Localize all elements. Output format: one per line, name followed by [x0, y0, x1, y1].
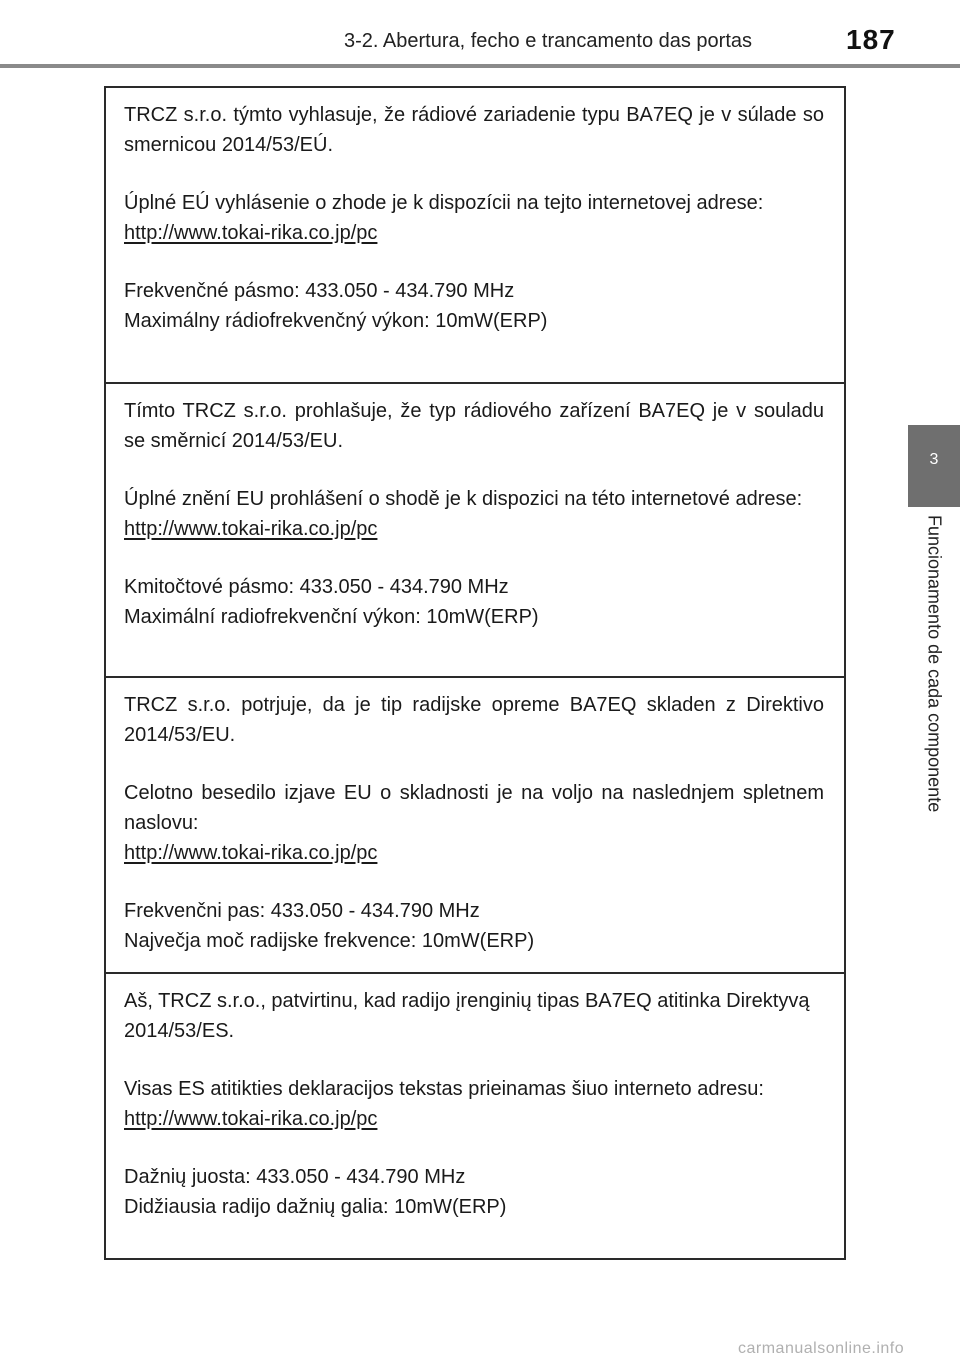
declaration-power: Maximální radiofrekvenční výkon: 10mW(ERP): [124, 606, 539, 628]
page-number: 187: [846, 24, 896, 55]
declaration-power: Maximálny rádiofrekvenčný výkon: 10mW(ERP): [124, 310, 548, 332]
declaration-frequency: Kmitočtové pásmo: 433.050 - 434.790 MHz: [124, 576, 509, 598]
declaration-url-link[interactable]: http://www.tokai-rika.co.jp/pc: [124, 842, 378, 864]
declaration-block-cs: [106, 384, 844, 678]
footer-watermark: carmanualsonline.info: [738, 1340, 905, 1357]
declaration-full-text-intro: Celotno besedilo izjave EU o skladnosti je na voljo na naslednjem spletnem naslovu:: [124, 782, 824, 834]
declaration-power: Didžiausia radijo dažnių galia: 10mW(ERP): [124, 1196, 507, 1218]
declaration-table: [104, 86, 846, 1260]
declaration-statement: TRCZ s.r.o. týmto vyhlasuje, že rádiové zariadenie typu BA7EQ je v súlade so smernicou 2014/53/EÚ.: [124, 104, 824, 156]
chapter-tab: [908, 425, 960, 507]
chapter-number: 3: [929, 451, 939, 468]
chapter-label: Funcionamento de cada componente: [924, 515, 945, 813]
declaration-statement: Tímto TRCZ s.r.o. prohlašuje, že typ rádiového zařízení BA7EQ je v souladu se směrnicí 2014/53/EU.: [124, 400, 824, 452]
declaration-statement: TRCZ s.r.o. potrjuje, da je tip radijske opreme BA7EQ skladen z Direktivo 2014/53/EU.: [124, 694, 824, 746]
declaration-full-text-intro: Úplné EÚ vyhlásenie o zhode je k dispozícii na tejto internetovej adrese:: [124, 192, 764, 214]
declaration-full-text-intro: Visas ES atitikties deklaracijos tekstas prieinamas šiuo interneto adresu:: [124, 1078, 764, 1100]
header-divider: [0, 64, 960, 68]
declaration-full-text-intro: Úplné znění EU prohlášení o shodě je k dispozici na této internetové adrese:: [124, 488, 803, 510]
declaration-block-sk: [106, 88, 844, 384]
declaration-statement: Aš, TRCZ s.r.o., patvirtinu, kad radijo įrenginių tipas BA7EQ atitinka Direktyvą 2014/53/ES.: [124, 990, 810, 1042]
declaration-frequency: Frekvenčné pásmo: 433.050 - 434.790 MHz: [124, 280, 515, 302]
declaration-frequency: Dažnių juosta: 433.050 - 434.790 MHz: [124, 1166, 466, 1188]
declaration-url-link[interactable]: http://www.tokai-rika.co.jp/pc: [124, 222, 378, 244]
declaration-frequency: Frekvenčni pas: 433.050 - 434.790 MHz: [124, 900, 480, 922]
declaration-url-link[interactable]: http://www.tokai-rika.co.jp/pc: [124, 518, 378, 540]
declaration-power: Največja moč radijske frekvence: 10mW(ERP): [124, 930, 535, 952]
chapter-label-container: [908, 515, 960, 865]
declaration-url-link[interactable]: http://www.tokai-rika.co.jp/pc: [124, 1108, 378, 1130]
section-title: 3-2. Abertura, fecho e trancamento das portas: [344, 30, 753, 52]
declaration-block-sl: [106, 678, 844, 974]
declaration-block-lt: [106, 974, 844, 1258]
